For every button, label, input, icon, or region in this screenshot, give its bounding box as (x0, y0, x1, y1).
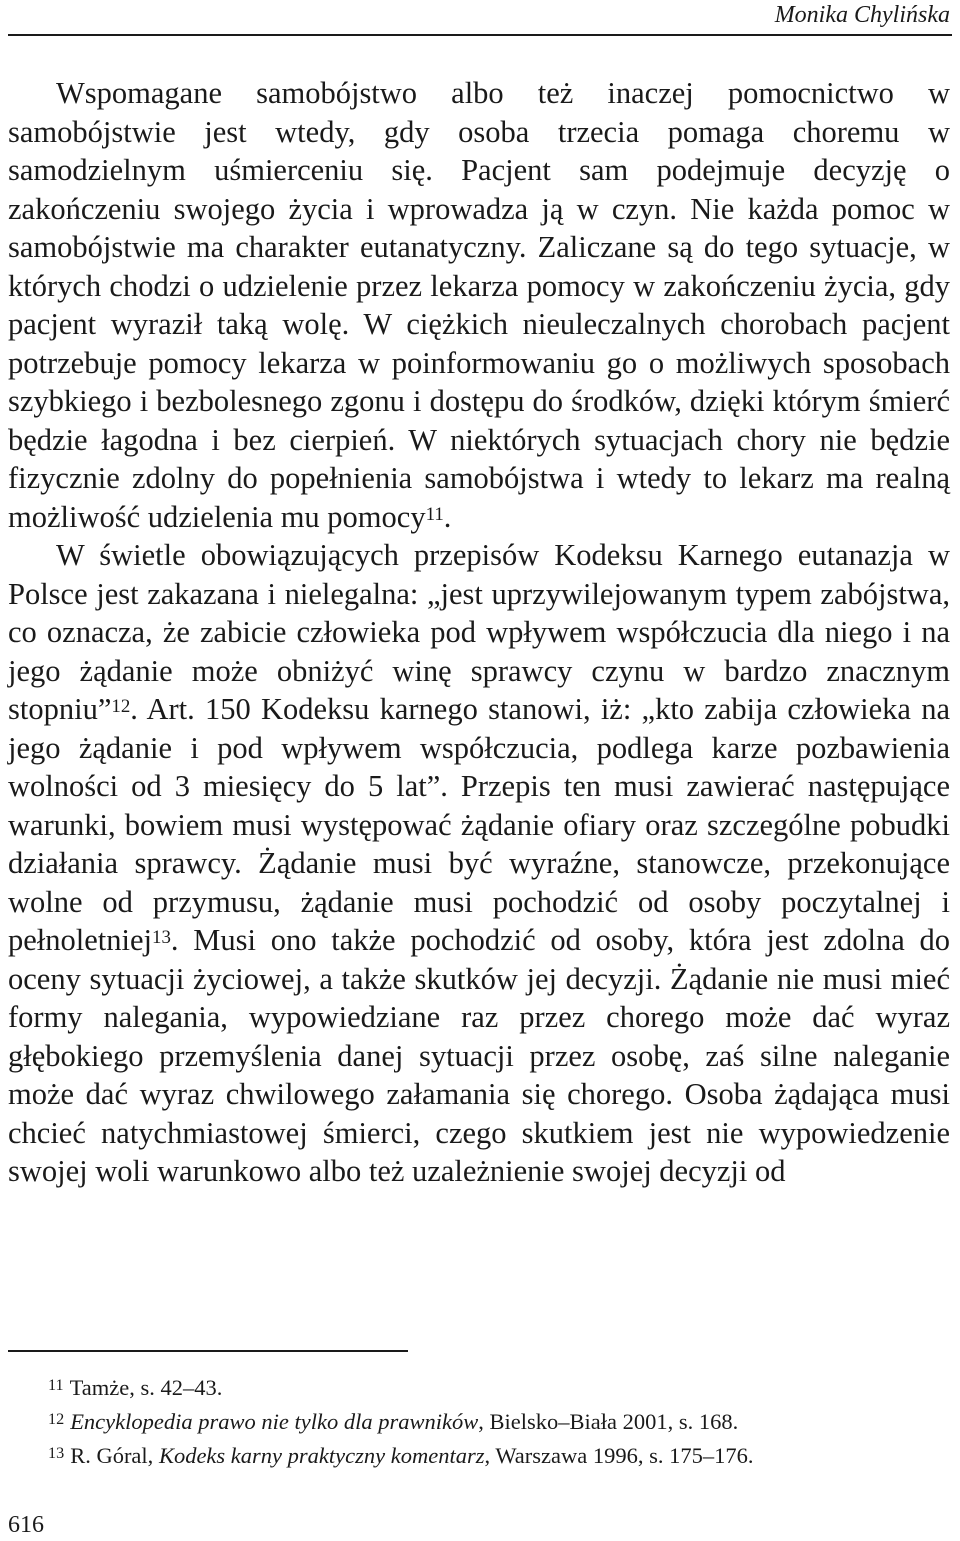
footnote-text: Tamże, s. 42–43. (69, 1375, 223, 1400)
running-header-author: Monika Chylińska (774, 2, 950, 28)
footnote-ref-11[interactable]: 11 (425, 503, 444, 525)
paragraph-2-part-1: W świetle obowiązujących przepisów Kodeksu Karnego eutanazja w Polsce jest zakazana i nielegalna: „jest uprzywilejowanym typem zabójstwa, co oznacza, że zabicie człowieka pod wpływem współczucia dla niego i na jego żądanie może obniżyć winę sprawcy czynu w bardzo znacznym stopniu” (8, 538, 950, 726)
paragraph-2 (8, 536, 950, 1191)
footnote-cited-title: Kodeks karny praktyczny komentarz (158, 1443, 485, 1468)
footnote-13 (48, 1440, 950, 1474)
paragraph-1-text: Wspomagane samobójstwo albo też inaczej pomocnictwo w samobójstwie jest wtedy, gdy osoba trzecia pomaga choremu w samodzielnym uśmierceniu się. Pacjent sam podejmuje decyzję o zakończeniu swojego życia i wprowadza ją w czyn. Nie każda pomoc w samobójstwie ma charakter eutanatyczny. Zaliczane są do tego sytuacje, w których chodzi o udzielenie przez lekarza pomocy w zakończeniu życia, gdy pacjent wyraził taką wolę. W ciężkich nieuleczalnych chorobach pacjent potrzebuje pomocy lekarza w poinformowaniu go o możliwych sposobach szybkiego i bezbolesnego zgonu i dostępu do środków, dzięki którym śmierć będzie łagodna i bez cierpień. W niektórych sytuacjach chory nie będzie fizycznie zdolny do popełnienia samobójstwa i wtedy to lekarz ma realną możliwość udzielenia mu pomocy (8, 76, 950, 534)
footnote-number: 11 (48, 1376, 64, 1395)
paragraph-1 (8, 74, 950, 536)
footnotes (48, 1372, 950, 1474)
footnote-number: 12 (48, 1410, 65, 1429)
paragraph-2-part-2: . Art. 150 Kodeksu karnego stanowi, iż: „kto zabija człowieka na jego żądanie i pod wpływem współczucia, podlega karze pozbawienia wolności od 3 miesięcy do 5 lat”. Przepis ten musi zawierać następujące warunki, bowiem musi występować żądanie ofiary oraz szczególne pobudki działania sprawcy. Żądanie musi być wyraźne, stanowcze, przekonujące wolne od przymusu, żądanie musi pochodzić od osoby poczytalnej i pełnoletniej (8, 692, 950, 957)
footnote-ref-12[interactable]: 12 (111, 696, 131, 718)
footnote-citation-details: , Warszawa 1996, s. 175–176. (484, 1443, 754, 1468)
footnote-divider (8, 1350, 408, 1352)
paragraph-2-part-3: . Musi ono także pochodzić od osoby, która jest zdolna do oceny sytuacji życiowej, a także skutków jej decyzji. Żądanie nie musi mieć formy nalegania, wypowiedziane raz przez chorego może dać wyraz głębokiego przemyślenia danej sytuacji przez osobę, zaś silne naleganie może dać wyraz chwilowego załamania się chorego. Osoba żądająca musi chcieć natychmiastowej śmierci, czego skutkiem jest nie wypowiedzenie swojej woli warunkowo albo też uzależnienie swojej decyzji od (8, 923, 950, 1188)
main-text (8, 74, 950, 1191)
footnote-cited-title: Encyklopedia prawo nie tylko dla prawników (70, 1409, 479, 1434)
footnote-citation-details: , Bielsko–Biała 2001, s. 168. (478, 1409, 739, 1434)
footnote-ref-13[interactable]: 13 (151, 927, 171, 949)
footnote-number: 13 (48, 1444, 65, 1463)
footnote-12 (48, 1406, 950, 1440)
page-number: 616 (8, 1512, 44, 1538)
footnote-11 (48, 1372, 950, 1406)
header-divider (8, 34, 952, 36)
paragraph-1-end: . (443, 499, 452, 534)
footnote-author: R. Góral, (70, 1443, 159, 1468)
